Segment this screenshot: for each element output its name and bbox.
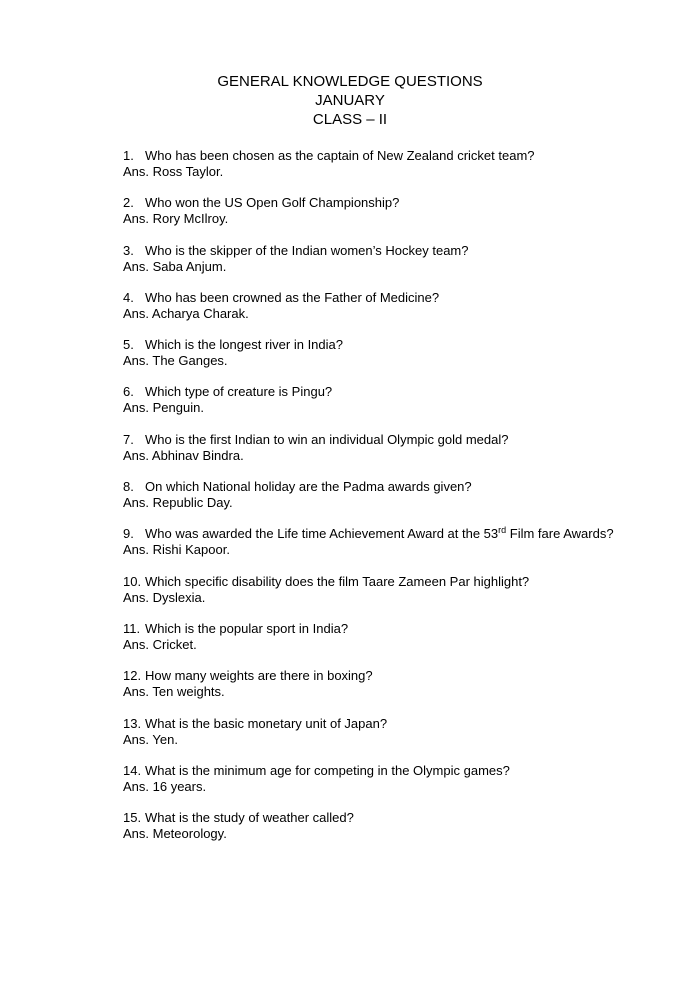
question-number: 2. <box>123 195 134 211</box>
question-text: Which type of creature is Pingu? <box>145 384 333 400</box>
qa-item <box>123 148 683 195</box>
question-number: 8. <box>123 479 134 495</box>
answer: Ans. Meteorology. <box>123 826 227 842</box>
question <box>123 195 683 211</box>
answer: Ans. Penguin. <box>123 400 204 416</box>
qa-item <box>123 763 683 810</box>
question <box>123 243 683 259</box>
question-text: Which is the popular sport in India? <box>145 620 349 636</box>
answer: Ans. Cricket. <box>123 636 197 652</box>
qa-item <box>123 384 683 431</box>
qa-item <box>123 526 683 573</box>
question-text: What is the minimum age for competing in the Olympic games? <box>145 762 510 778</box>
question-text: Which is the longest river in India? <box>145 337 343 353</box>
answer: Ans. Rory McIlroy. <box>123 211 229 227</box>
ordinal-superscript: rd <box>498 525 507 536</box>
question <box>123 763 683 779</box>
question-number: 14. <box>123 762 142 778</box>
question-text: Who is the first Indian to win an individual Olympic gold medal? <box>145 431 509 447</box>
qa-item <box>123 479 683 526</box>
question-text: What is the basic monetary unit of Japan? <box>145 715 388 731</box>
qa-item <box>123 716 683 763</box>
question-list <box>123 148 683 857</box>
question <box>123 384 683 400</box>
answer: Ans. Acharya Charak. <box>123 305 249 321</box>
question <box>123 574 683 590</box>
question <box>123 621 683 637</box>
qa-item <box>123 432 683 479</box>
question-number: 15. <box>123 810 142 826</box>
question-number: 12. <box>123 668 142 684</box>
question <box>123 337 683 353</box>
question <box>123 810 683 826</box>
answer: Ans. 16 years. <box>123 778 207 794</box>
question-number: 13. <box>123 715 142 731</box>
question-text: Who has been chosen as the captain of New Zealand cricket team? <box>145 148 535 163</box>
question-number: 9. <box>123 526 134 542</box>
document-header <box>0 72 700 129</box>
answer: Ans. Abhinav Bindra. <box>123 447 244 463</box>
question-number: 7. <box>123 431 134 447</box>
qa-item <box>123 290 683 337</box>
answer: Ans. The Ganges. <box>123 353 228 369</box>
question-number: 5. <box>123 337 134 353</box>
question-text: On which National holiday are the Padma awards given? <box>145 479 472 495</box>
qa-item <box>123 621 683 668</box>
question-text: What is the study of weather called? <box>145 810 354 826</box>
question-number: 4. <box>123 289 134 305</box>
qa-item <box>123 243 683 290</box>
question-number: 6. <box>123 384 134 400</box>
question-number: 3. <box>123 242 134 258</box>
question-text: How many weights are there in boxing? <box>145 668 373 684</box>
question <box>123 479 683 495</box>
question <box>123 526 683 542</box>
answer: Ans. Rishi Kapoor. <box>123 542 230 558</box>
qa-item <box>123 810 683 857</box>
answer: Ans. Yen. <box>123 731 178 747</box>
question-number: 1. <box>123 148 134 163</box>
header-title: GENERAL KNOWLEDGE QUESTIONS <box>217 73 483 90</box>
qa-item <box>123 574 683 621</box>
question-text: Who was awarded the Life time Achievement Award at the 53 <box>145 526 499 542</box>
question <box>123 290 683 306</box>
question-text: Who has been crowned as the Father of Medicine? <box>145 289 440 305</box>
question-text: Which specific disability does the film Taare Zameen Par highlight? <box>145 573 530 589</box>
qa-item <box>123 337 683 384</box>
question-number: 10. <box>123 573 142 589</box>
header-month: JANUARY <box>315 92 385 109</box>
question <box>123 432 683 448</box>
question <box>123 148 683 164</box>
header-class: CLASS – II <box>312 111 388 128</box>
answer: Ans. Ross Taylor. <box>123 164 224 179</box>
question <box>123 668 683 684</box>
qa-item <box>123 195 683 242</box>
answer: Ans. Ten weights. <box>123 684 225 700</box>
question <box>123 716 683 732</box>
answer: Ans. Republic Day. <box>123 495 233 511</box>
question-number: 11. <box>123 620 141 636</box>
question-text: Who is the skipper of the Indian women’s Hockey team? <box>145 242 469 258</box>
qa-item <box>123 668 683 715</box>
question-text-continued: Film fare Awards? <box>506 526 614 542</box>
question-text: Who won the US Open Golf Championship? <box>145 195 400 211</box>
answer: Ans. Saba Anjum. <box>123 258 227 274</box>
answer: Ans. Dyslexia. <box>123 589 206 605</box>
